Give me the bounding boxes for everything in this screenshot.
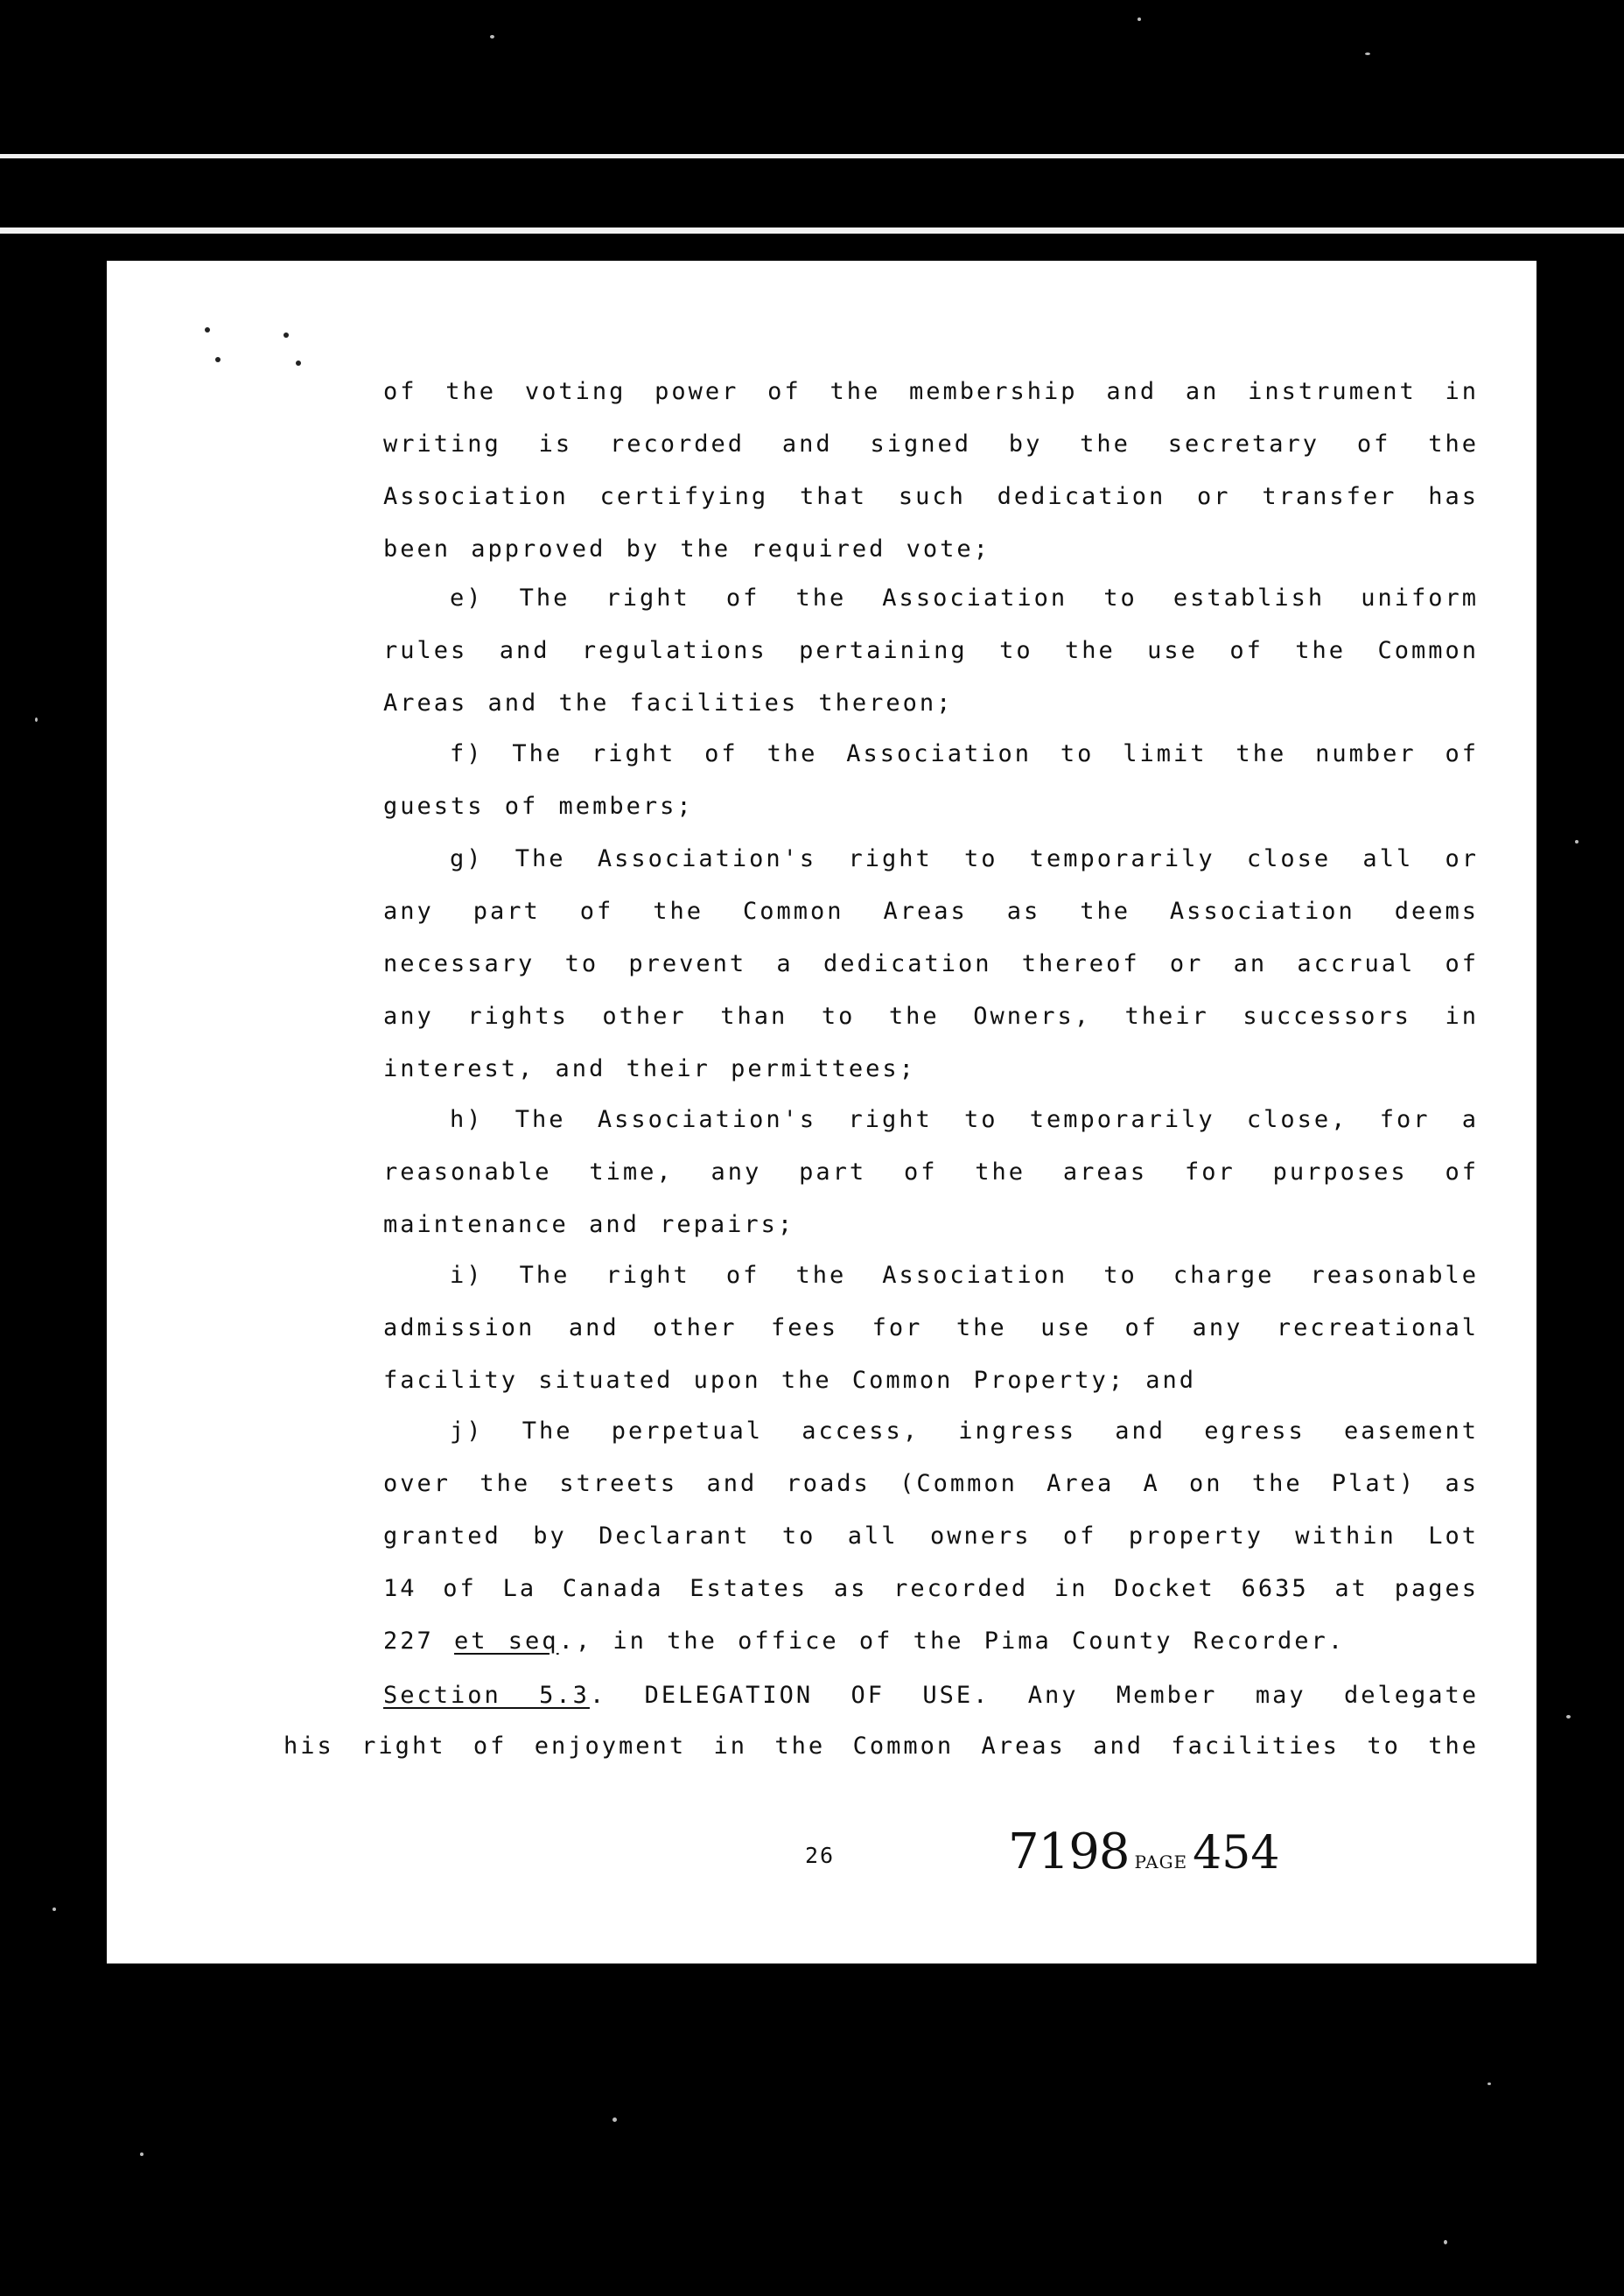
text-line: been approved by the required vote; — [383, 536, 990, 563]
underlined-text: et seq — [454, 1628, 559, 1655]
scan-speck — [1365, 52, 1370, 55]
text-line: Areas and the facilities thereon; — [383, 690, 954, 717]
scan-border-rule-middle — [0, 228, 1624, 234]
scan-border-rule-top — [0, 154, 1624, 158]
text-line: h) The Association's right to temporarily close, for a — [450, 1106, 1479, 1133]
margin-mark — [205, 327, 210, 332]
scan-speck — [1138, 18, 1141, 21]
stamp-page-number: 454 — [1193, 1827, 1280, 1880]
stamp-page-label: PAGE — [1134, 1852, 1188, 1872]
text-line: f) The right of the Association to limit the number of — [450, 740, 1479, 767]
margin-mark — [215, 357, 220, 362]
text-line: over the streets and roads (Common Area A on the Plat) as — [383, 1470, 1479, 1497]
text-run: ., in the office of the Pima County Recorder. — [558, 1628, 1346, 1655]
section-label: Section 5.3 — [383, 1682, 590, 1709]
page-number: 26 — [805, 1843, 836, 1868]
scan-speck — [1444, 2240, 1447, 2244]
text-line: reasonable time, any part of the areas for purposes of — [383, 1158, 1479, 1186]
scan-speck — [1488, 2082, 1491, 2085]
text-line: writing is recorded and signed by the secretary of the — [383, 430, 1479, 458]
text-line — [383, 1629, 1479, 1653]
text-line: granted by Declarant to all owners of property within Lot — [383, 1522, 1479, 1550]
scan-speck — [52, 1908, 56, 1911]
text-line: i) The right of the Association to charge reasonable — [450, 1262, 1479, 1289]
text-line: guests of members; — [383, 793, 694, 820]
text-line: any rights other than to the Owners, their successors in — [383, 1003, 1479, 1030]
text-line: his right of enjoyment in the Common Areas and facilities to the — [284, 1732, 1479, 1760]
text-line: g) The Association's right to temporarily close all or — [450, 845, 1479, 872]
text-line: 14 of La Canada Estates as recorded in Docket 6635 at pages — [383, 1575, 1479, 1602]
document-page — [107, 261, 1536, 1964]
scan-speck — [1566, 1715, 1571, 1718]
text-line: interest, and their permittees; — [383, 1055, 916, 1082]
text-line: any part of the Common Areas as the Association deems — [383, 898, 1479, 925]
margin-mark — [284, 332, 289, 338]
scan-speck — [612, 2118, 617, 2122]
text-line: of the voting power of the membership and an instrument in — [383, 378, 1479, 405]
docket-page-stamp — [1008, 1824, 1279, 1880]
scan-speck — [140, 2152, 144, 2156]
text-line: j) The perpetual access, ingress and egress easement — [450, 1418, 1479, 1445]
text-line: rules and regulations pertaining to the use of the Common — [383, 637, 1479, 664]
text-line: maintenance and repairs; — [383, 1211, 795, 1238]
margin-mark — [296, 360, 301, 366]
stamp-docket-number: 7198 — [1008, 1824, 1130, 1880]
scan-speck — [35, 718, 38, 722]
scan-speck — [1575, 840, 1578, 844]
text-run: 227 — [383, 1628, 455, 1655]
text-line: necessary to prevent a dedication thereof or an accrual of — [383, 950, 1479, 977]
scan-speck — [490, 35, 494, 38]
text-line: Association certifying that such dedication or transfer has — [383, 483, 1479, 510]
section-heading-line — [383, 1684, 1479, 1707]
text-line: admission and other fees for the use of any recreational — [383, 1314, 1479, 1341]
text-line: e) The right of the Association to establish uniform — [450, 584, 1479, 612]
text-line: facility situated upon the Common Property; and — [383, 1367, 1197, 1394]
section-heading-text: . DELEGATION OF USE. Any Member may delegate — [589, 1682, 1479, 1709]
